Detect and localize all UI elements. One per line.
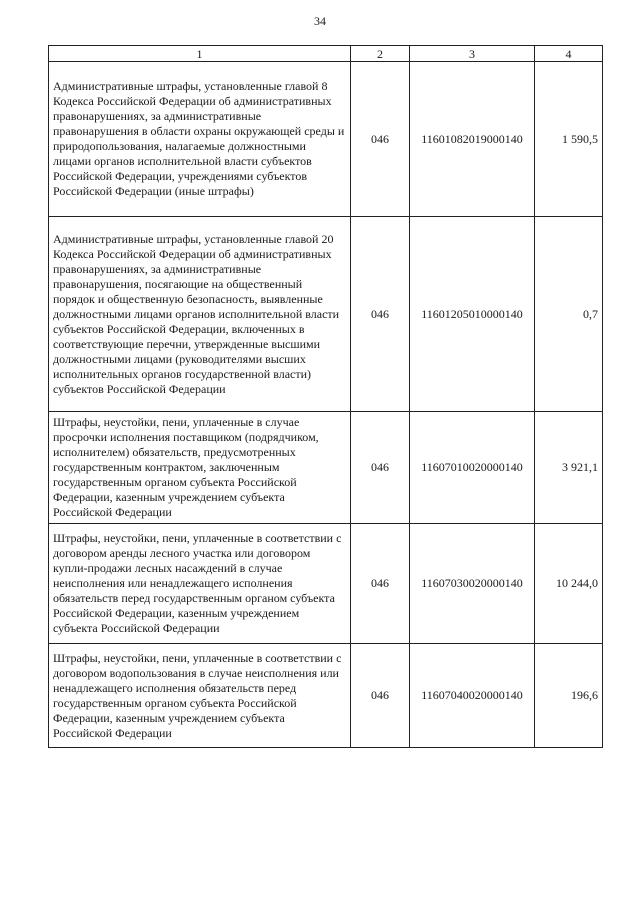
revenue-description: Штрафы, неустойки, пени, уплаченные в случае просрочки исполнения поставщиком (подрядчиком, исполнителем) обязательств, предусмотренных государственным контрактом, заключенным государственным органом субъекта Российской Федерации, казенным учреждением субъекта Российской Федерации (49, 412, 351, 524)
revenue-description: Административные штрафы, установленные главой 8 Кодекса Российской Федерации об административных правонарушениях, за административные правонарушения в области охраны окружающей среды и природопользования, налагаемые должностными лицами органов исполнительной власти субъектов Российской Федерации, учреждениями субъектов Российской Федерации (иные штрафы) (49, 62, 351, 217)
table-row (49, 62, 603, 217)
table-row (49, 644, 603, 748)
administrator-code: 046 (351, 524, 410, 644)
administrator-code: 046 (351, 644, 410, 748)
column-header-1: 1 (49, 46, 351, 62)
budget-classification-code: 11607040020000140 (410, 644, 535, 748)
column-header-4: 4 (535, 46, 603, 62)
budget-classification-code: 11607010020000140 (410, 412, 535, 524)
revenue-table (48, 45, 603, 748)
administrator-code: 046 (351, 217, 410, 412)
amount: 196,6 (535, 644, 603, 748)
amount: 0,7 (535, 217, 603, 412)
revenue-description: Административные штрафы, установленные главой 20 Кодекса Российской Федерации об административных правонарушениях, за административные правонарушения, посягающие на общественный порядок и общественную безопасность, выявленные должностными лицами органов исполнительной власти субъектов Российской Федерации, включенных в соответствующие перечни, утвержденные высшими должностными лицами (руководителями высших исполнительных органов государственной власти) субъектов Российской Федерации (49, 217, 351, 412)
budget-classification-code: 11601205010000140 (410, 217, 535, 412)
page-number: 34 (314, 14, 326, 28)
table-header-row (49, 46, 603, 62)
revenue-description: Штрафы, неустойки, пени, уплаченные в соответствии с договором аренды лесного участка или договором купли-продажи лесных насаждений в случае неисполнения или ненадлежащего исполнения обязательств перед государственным органом субъекта Российской Федерации, казенным учреждением субъекта Российской Федерации (49, 524, 351, 644)
budget-classification-code: 11601082019000140 (410, 62, 535, 217)
table-row (49, 217, 603, 412)
administrator-code: 046 (351, 412, 410, 524)
revenue-description: Штрафы, неустойки, пени, уплаченные в соответствии с договором водопользования в случае неисполнения или ненадлежащего исполнения обязательств перед государственным органом субъекта Российской Федерации, казенным учреждением субъекта Российской Федерации (49, 644, 351, 748)
column-header-2: 2 (351, 46, 410, 62)
budget-classification-code: 11607030020000140 (410, 524, 535, 644)
table-row (49, 412, 603, 524)
amount: 10 244,0 (535, 524, 603, 644)
amount: 1 590,5 (535, 62, 603, 217)
administrator-code: 046 (351, 62, 410, 217)
column-header-3: 3 (410, 46, 535, 62)
table-row (49, 524, 603, 644)
amount: 3 921,1 (535, 412, 603, 524)
